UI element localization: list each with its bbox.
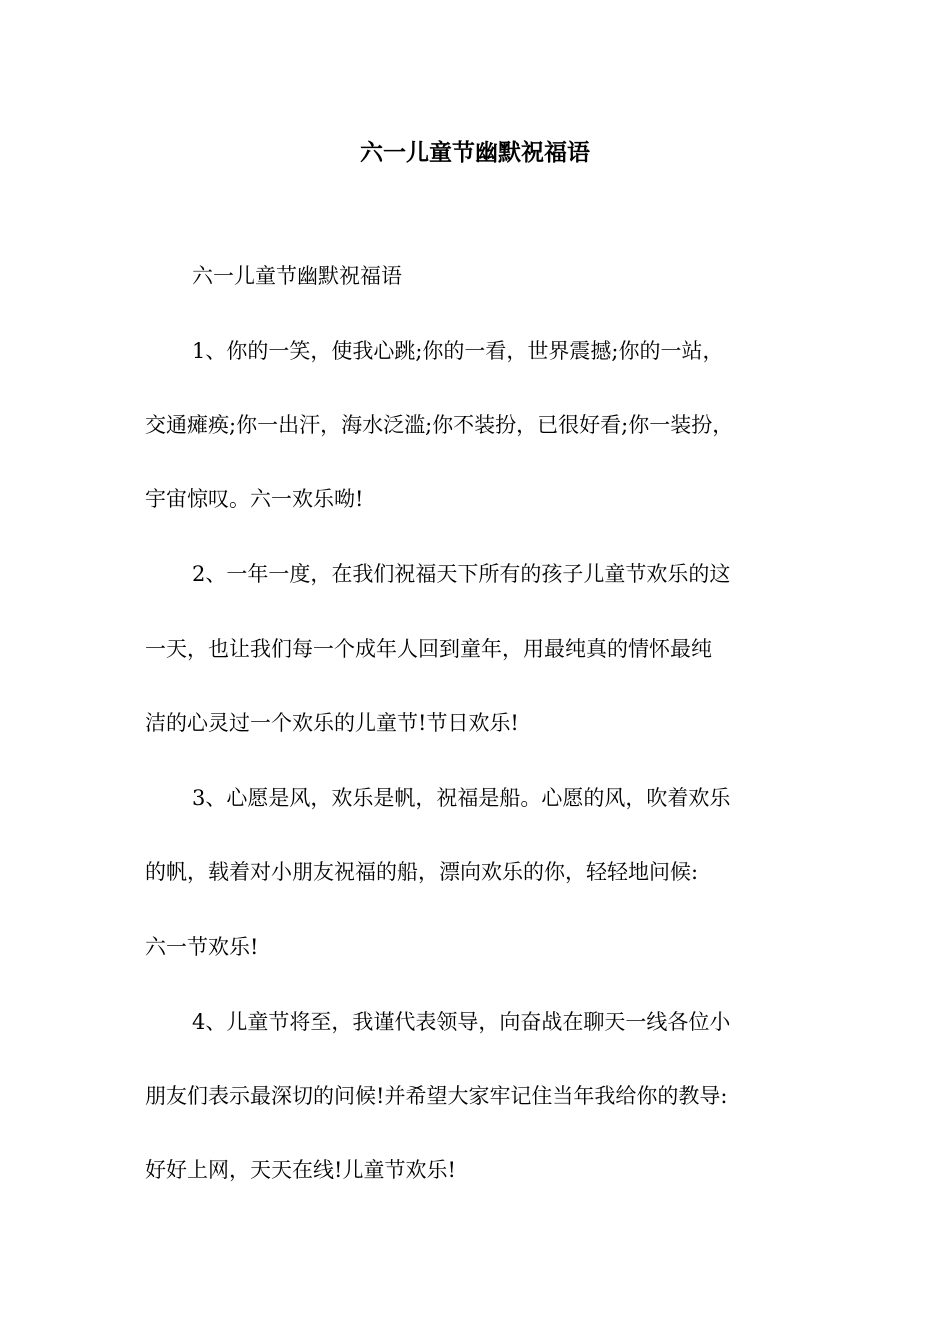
item-4-line-1: 4、儿童节将至，我谨代表领导，向奋战在聊天一线各位小 <box>192 1010 731 1034</box>
item-2-line-3: 洁的心灵过一个欢乐的儿童节!节日欢乐! <box>145 711 519 735</box>
item-1-line-3: 宇宙惊叹。六一欢乐呦! <box>145 487 364 511</box>
item-3-line-1: 3、心愿是风，欢乐是帆，祝福是船。心愿的风，吹着欢乐 <box>192 786 731 810</box>
item-1-line-1: 1、你的一笑，使我心跳;你的一看，世界震撼;你的一站， <box>192 339 724 363</box>
item-3-line-3: 六一节欢乐! <box>145 935 259 959</box>
subtitle-line: 六一儿童节幽默祝福语 <box>192 264 402 288</box>
item-4-line-2: 朋友们表示最深切的问候!并希望大家牢记住当年我给你的教导: <box>145 1084 728 1108</box>
item-3-line-2: 的帆，载着对小朋友祝福的船，漂向欢乐的你，轻轻地问候: <box>145 860 699 884</box>
item-2-line-2: 一天，也让我们每一个成年人回到童年，用最纯真的情怀最纯 <box>145 637 712 661</box>
item-4-line-3: 好好上网，天天在线!儿童节欢乐! <box>145 1158 456 1182</box>
document-title: 六一儿童节幽默祝福语 <box>360 139 590 166</box>
item-1-line-2: 交通瘫痪;你一出汗，海水泛滥;你不装扮，已很好看;你一装扮， <box>145 413 734 437</box>
item-2-line-1: 2、一年一度，在我们祝福天下所有的孩子儿童节欢乐的这 <box>192 562 731 586</box>
